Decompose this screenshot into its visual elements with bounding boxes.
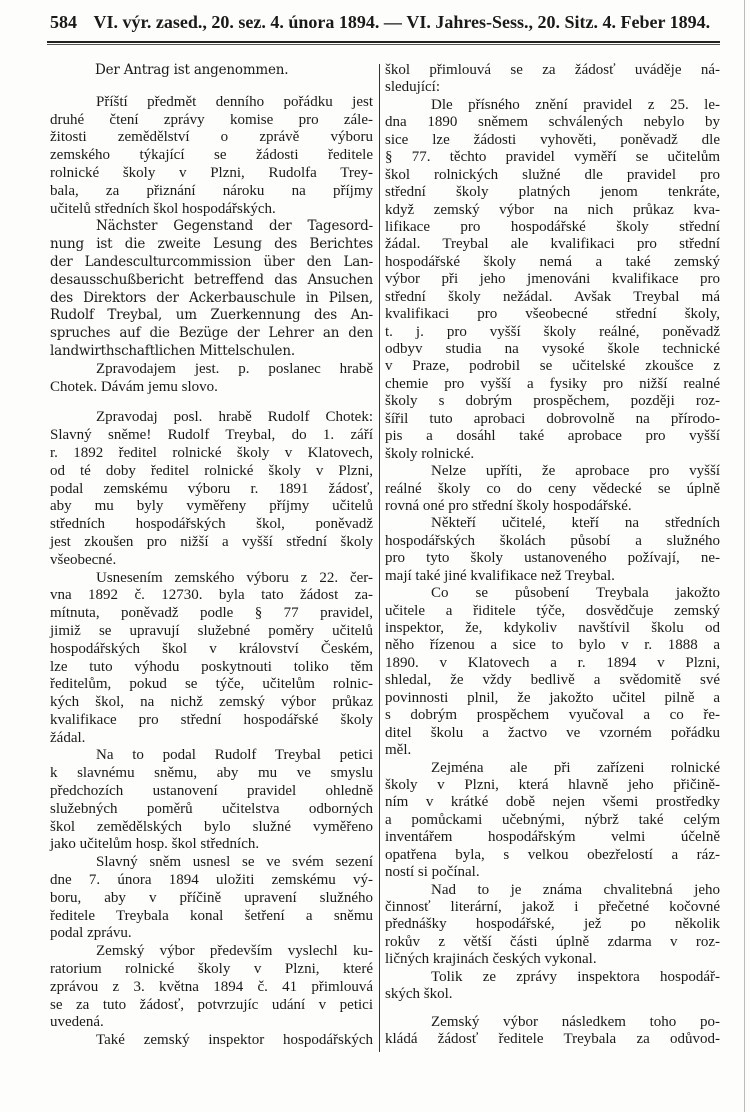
- paragraph: [50, 854, 373, 943]
- text-line: ských škol.: [385, 986, 453, 1003]
- text-line: a pomůckami učebnými, nýbrž také celým: [385, 811, 720, 828]
- text-line: Příští předmět denního pořádku jest: [96, 93, 373, 110]
- text-line: školy v Plzni, která hlavně jeho přičině-: [385, 776, 720, 793]
- column-divider: [379, 64, 380, 1052]
- text-line: Dle přísného znění pravidel z 25. le-: [431, 96, 720, 113]
- paragraph: [385, 515, 720, 585]
- text-line: sice lze žádosti vyhověti, poněvadž dle: [385, 131, 720, 148]
- text-line: s dobrým prospěchem vyučoval a co ře-: [385, 707, 720, 724]
- text-line: učitelů středních škol hospodářských.: [50, 200, 276, 217]
- text-line: hospodářských školách působí a služného: [385, 532, 720, 549]
- text-line: Chotek. Dávám jemu slovo.: [50, 378, 218, 395]
- text-line: žádal.: [50, 729, 86, 746]
- text-line: žitosti zemědělství o zprávě výboru: [50, 129, 373, 146]
- text-line: kých škol, na nichž zemský výbor průkaz: [50, 694, 373, 711]
- paragraph: [50, 94, 373, 219]
- text-line: rovná oné pro střední školy hospodářské.: [385, 497, 632, 514]
- text-line: ním v krátké době nejen všemi prostředky: [385, 794, 720, 811]
- text-line: předchozích ustanovení pravidel ohledně: [50, 783, 373, 800]
- text-line: t. j. pro vyšší školy reálné, poněvadž: [385, 323, 720, 340]
- text-line: ností si počínal.: [385, 864, 480, 881]
- text-line: dne 7. února 1894 uložiti zemskému vý-: [50, 872, 373, 889]
- paragraph: [50, 361, 373, 397]
- text-line: Co se působení Treybala jakožto: [431, 585, 720, 602]
- text-line: landwirthschaftlichen Mittelschulen.: [50, 342, 295, 359]
- running-header: [50, 12, 722, 38]
- text-line: lze tuto výhodu poskytnouti toliko těm: [50, 658, 373, 675]
- paragraph: [385, 585, 720, 759]
- text-line: 1890. v Klatovech a r. 1894 v Plzni,: [385, 654, 720, 671]
- text-line: jako učitelům hosp. škol středních.: [50, 836, 260, 853]
- text-line: podal zprávu.: [50, 925, 132, 942]
- text-line: k slavnému sněmu, aby mu ve smyslu: [50, 765, 373, 782]
- text-line: § 77. těchto pravidel vyměří se učitelům: [385, 149, 720, 166]
- text-line: rokův z větší části úplně zdarma v roz-: [385, 933, 720, 950]
- text-line: měl.: [385, 742, 412, 759]
- text-line: když zemský výbor na nich průkaz kva-: [385, 201, 720, 218]
- text-line: střední školy platných jenom tenkráte,: [385, 184, 720, 201]
- text-line: uvedená.: [50, 1014, 104, 1031]
- text-line: Rudolf Treybal, um Zuerkennung des An-: [50, 307, 373, 324]
- paragraph: [385, 882, 720, 969]
- text-line: jest zkoušen pro nižší a vyšší střední školy: [50, 533, 373, 550]
- text-line: jimiž se upravují služebné poměry učitelů: [50, 622, 373, 639]
- text-line: inventářem hospodářským velmi účelně: [385, 829, 720, 846]
- text-line: kládá žádosť ředitele Treybala za odůvod-: [385, 1031, 720, 1048]
- text-line: školy s dobrým prospěchem, později roz-: [385, 393, 720, 410]
- text-line: bala, za přiznání nároku na příjmy: [50, 182, 373, 199]
- text-line: středních hospodářských škol, poněvadž: [50, 516, 373, 533]
- text-line: Zemský výbor následkem toho po-: [431, 1013, 720, 1030]
- paragraph: [385, 760, 720, 882]
- text-line: Nelze upříti, že aprobace pro vyšší: [431, 463, 720, 480]
- text-line: nung ist die zweite Lesung des Berichtes: [50, 236, 373, 253]
- text-line: Na to podal Rudolf Treybal petici: [96, 747, 373, 764]
- text-line: pis a dosáhl také aprobace pro vyšší: [385, 428, 720, 445]
- paragraph: [50, 943, 373, 1032]
- text-line: učitele a řiditele týče, dosvědčuje zemský: [385, 602, 720, 619]
- text-line: Zemský výbor především vyslechl ku-: [96, 943, 373, 960]
- text-line: ředitelům, pokud se týče, učitelům rolnic-: [50, 676, 373, 693]
- text-line: druhé čtení zprávy komise pro zále-: [50, 111, 373, 128]
- text-line: podal zemskému výboru r. 1891 žádosť,: [50, 480, 373, 497]
- text-line: spruches auf die Bezüge der Lehrer an den: [50, 325, 373, 342]
- paragraph: [50, 409, 373, 569]
- text-line: výbor při jeho jmenováni kvalifikace pro: [385, 271, 720, 288]
- text-line: odbyv studia na vysoké škole technické: [385, 341, 720, 357]
- text-line: pro tyto školy ustanoveného požívají, ne-: [385, 550, 720, 567]
- text-line: boru, aby v příčině upravení služného: [50, 889, 373, 906]
- paragraph: [385, 1014, 720, 1049]
- paragraph: [50, 747, 373, 854]
- text-line: aby mu byly vyměřeny příjmy učitelů: [50, 498, 373, 515]
- text-line: Zpravodaj posl. hrabě Rudolf Chotek:: [96, 409, 373, 426]
- paragraph: [50, 1032, 373, 1050]
- text-line: ditel školu a žactvo ve vzorném pořádku: [385, 724, 720, 741]
- paragraph-gap: [50, 396, 373, 409]
- text-line: vna 1892 č. 12730. byla tato žádost za-: [50, 587, 373, 604]
- text-line: všeobecné.: [50, 551, 117, 568]
- text-line: školy rolnické.: [385, 445, 475, 462]
- text-line: desausschußbericht betreffend das Ansuchen: [50, 271, 373, 288]
- text-line: r. 1892 ředitel rolnické školy v Klatovech,: [50, 444, 373, 461]
- text-line: žádal. Treybal ale kvalifikaci pro střední: [385, 236, 720, 253]
- text-line: zprávou z 3. května 1894 č. 41 přimlouvá: [50, 978, 373, 995]
- text-line: kvalifikaci pro všeobecné střední školy,: [385, 306, 720, 323]
- text-line: škol zemědělských bylo služné vyměřeno: [50, 818, 373, 835]
- text-line: škol rolnických služné dle pravidel pro: [385, 166, 720, 183]
- header-german: VI. Jahres-Sess., 20. Sitz. 4. Feber 1894.: [406, 12, 711, 32]
- text-line: Tolik ze zprávy inspektora hospodář-: [431, 968, 720, 985]
- text-line: ředitele Treybala konal šetření a sněmu: [50, 907, 373, 924]
- header-rule: [47, 41, 720, 45]
- text-line: služebných poměrů učitelstva odborných: [50, 800, 373, 817]
- text-line: ratorium rolnické školy v Plzni, které: [50, 961, 373, 978]
- header-czech: VI. výr. zased., 20. sez. 4. února 1894.: [93, 12, 380, 32]
- paragraph: [385, 62, 720, 97]
- text-line: škol přimlouvá se za žádosť uváděje ná-: [385, 62, 720, 78]
- text-line: Také zemský inspektor hospodářských: [96, 1032, 373, 1049]
- text-line: Nächster Gegenstand der Tagesord-: [96, 218, 373, 235]
- text-line: přednášky hospodářské, jež po několik: [385, 916, 720, 933]
- header-separator: —: [383, 12, 402, 32]
- text-line: šířil tuto aprobaci dobrovolně na přírodo-: [385, 410, 720, 427]
- text-line: Zpravodajem jest. p. poslanec hrabě: [96, 360, 373, 377]
- text-line: hospodářských škol v království Českém,: [50, 640, 373, 657]
- text-line: shledal, že vždy bedlivě a svědomitě své: [385, 672, 720, 689]
- text-line: der Landesculturcommission über den Lan-: [50, 253, 373, 270]
- paragraph-gap: [385, 1004, 720, 1014]
- text-line: kvalifikace pro střední hospodářské školy: [50, 711, 373, 728]
- paragraph-gap: [50, 80, 373, 94]
- text-line: sledující:: [385, 79, 440, 96]
- text-line: povinnosti plnil, že jakožto učitel pilně a: [385, 689, 720, 706]
- text-line: střední školy nežádal. Avšak Treybal má: [385, 288, 720, 305]
- text-line: inspektor, že, kdykoliv navštívil školu od: [385, 620, 720, 636]
- paragraph: [385, 463, 720, 515]
- text-line: mají také jiné kvalifikace než Treybal.: [385, 567, 615, 584]
- text-line: Slavný sněm usnesl se ve svém sezení: [96, 854, 373, 871]
- text-line: v Praze, podrobil se učitelské zkoušce z: [385, 358, 720, 375]
- paragraph-german: [50, 218, 373, 360]
- text-line: chemie pro vyšší a fysiky pro nižší realné: [385, 375, 720, 392]
- paragraph-german: [50, 62, 373, 80]
- text-line: dna 1890 sněmem schválených nebylo by: [385, 114, 720, 131]
- text-line: se za tuto žádosť, potvrzujíc udání v petici: [50, 996, 373, 1013]
- text-line: Někteří učitelé, kteří na středních: [431, 515, 720, 532]
- paragraph: [385, 969, 720, 1004]
- text-line: des Direktors der Ackerbauschule in Pilsen,: [50, 289, 373, 306]
- text-line: reálné školy co do ceny vědecké se úplně: [385, 480, 720, 497]
- right-column: [385, 62, 720, 1049]
- text-line: něho řízenou a sice to bylo v r. 1888 a: [385, 637, 720, 654]
- text-line: mítnuta, poněvadž podle § 77 pravidel,: [50, 605, 373, 622]
- paragraph: [50, 570, 373, 748]
- text-line: ličných krajinách českých vykonal.: [385, 951, 597, 968]
- text-line: lifikace pro hospodářské školy střední: [385, 218, 720, 235]
- paragraph: [385, 97, 720, 463]
- text-line: hospodářské školy nemá a také zemský: [385, 253, 720, 270]
- text-line: od té doby ředitel rolnické školy v Plzni,: [50, 462, 373, 479]
- text-line: Zejména ale při zařízeni rolnické: [431, 759, 720, 776]
- text-line: zemského týkající se žádosti ředitele: [50, 147, 373, 164]
- text-line: Nad to je známa chvalitebná jeho: [431, 881, 720, 898]
- text-line: Der Antrag ist angenommen.: [95, 62, 289, 78]
- text-line: opatřena byla, s velkou obezřelostí a ráz-: [385, 846, 720, 863]
- page-number: 584: [50, 12, 77, 32]
- text-line: činnosť literární, jakož i přečetné kočovné: [385, 899, 720, 915]
- text-line: Slavný sněme! Rudolf Treybal, do 1. září: [50, 427, 373, 444]
- text-line: Usnesením zemského výboru z 22. čer-: [96, 569, 373, 586]
- left-column: [50, 62, 373, 1050]
- text-line: rolnické školy v Plzni, Rudolfa Trey-: [50, 164, 373, 181]
- page-edge: [744, 0, 745, 1112]
